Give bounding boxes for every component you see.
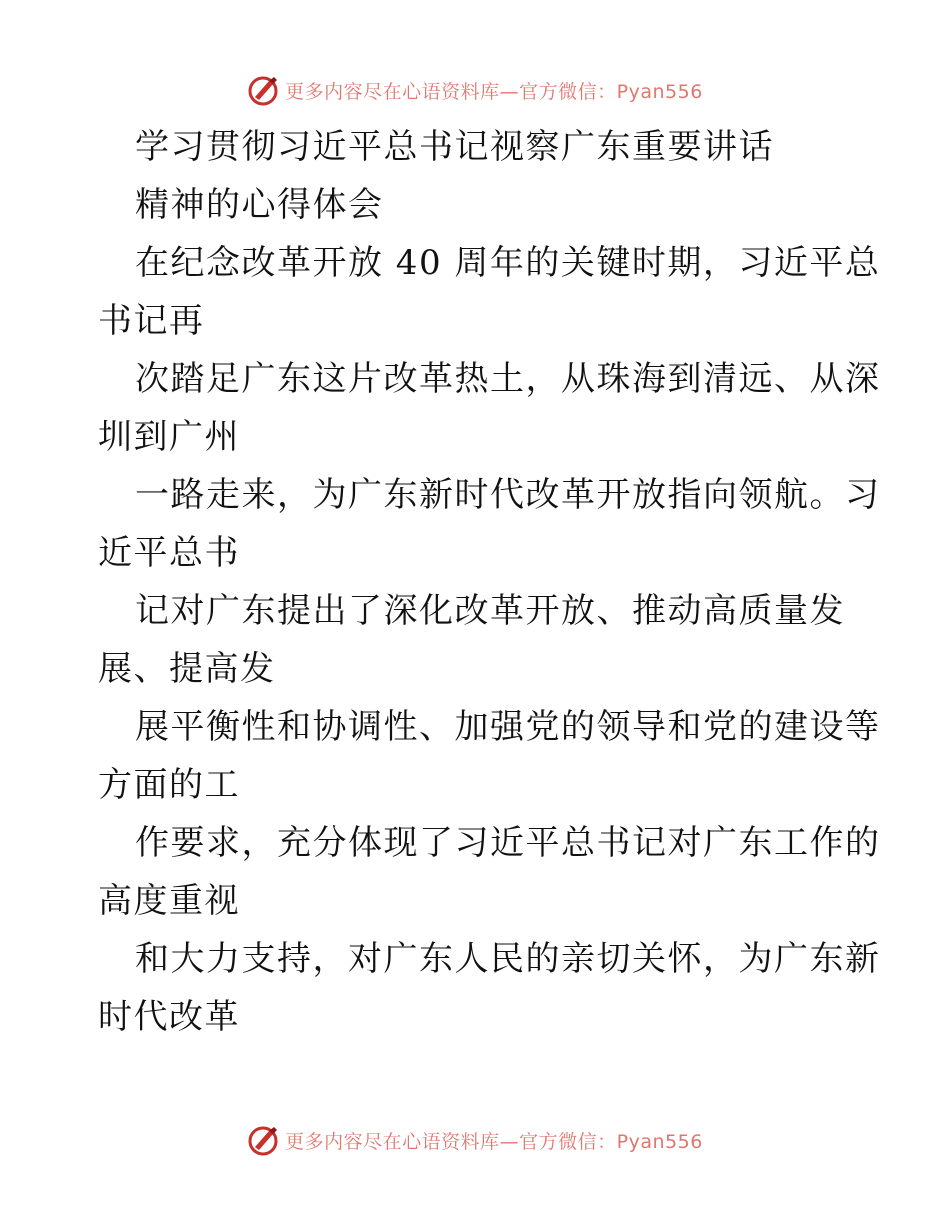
pen-swirl-logo-icon — [247, 1123, 281, 1157]
doc-line: 和大力支持，对广东人民的亲切关怀，为广东新 — [135, 939, 881, 979]
header-banner-text: 更多内容尽在心语资料库—官方微信：Pyan556 — [285, 80, 703, 103]
header-banner — [0, 70, 950, 110]
doc-line: 圳到广州 — [98, 417, 240, 457]
pen-swirl-logo-icon — [247, 73, 281, 107]
doc-line: 时代改革 — [98, 997, 240, 1037]
document-body — [0, 118, 950, 1046]
footer-banner — [0, 1120, 950, 1160]
doc-line: 作要求，充分体现了习近平总书记对广东工作的 — [135, 823, 881, 863]
doc-line: 展、提高发 — [98, 649, 276, 689]
doc-line: 方面的工 — [98, 765, 240, 805]
doc-line: 记对广东提出了深化改革开放、推动高质量发 — [135, 591, 845, 631]
footer-banner-text: 更多内容尽在心语资料库—官方微信：Pyan556 — [285, 1130, 703, 1153]
doc-line: 精神的心得体会 — [135, 185, 384, 225]
doc-line: 书记再 — [98, 301, 205, 341]
doc-line: 在纪念改革开放 40 周年的关键时期，习近平总 — [135, 243, 881, 283]
doc-line: 近平总书 — [98, 533, 240, 573]
doc-line: 一路走来，为广东新时代改革开放指向领航。习 — [135, 475, 881, 515]
doc-line: 学习贯彻习近平总书记视察广东重要讲话 — [135, 127, 774, 167]
doc-line: 高度重视 — [98, 881, 240, 921]
doc-line: 次踏足广东这片改革热土，从珠海到清远、从深 — [135, 359, 881, 399]
doc-line: 展平衡性和协调性、加强党的领导和党的建设等 — [135, 707, 881, 747]
